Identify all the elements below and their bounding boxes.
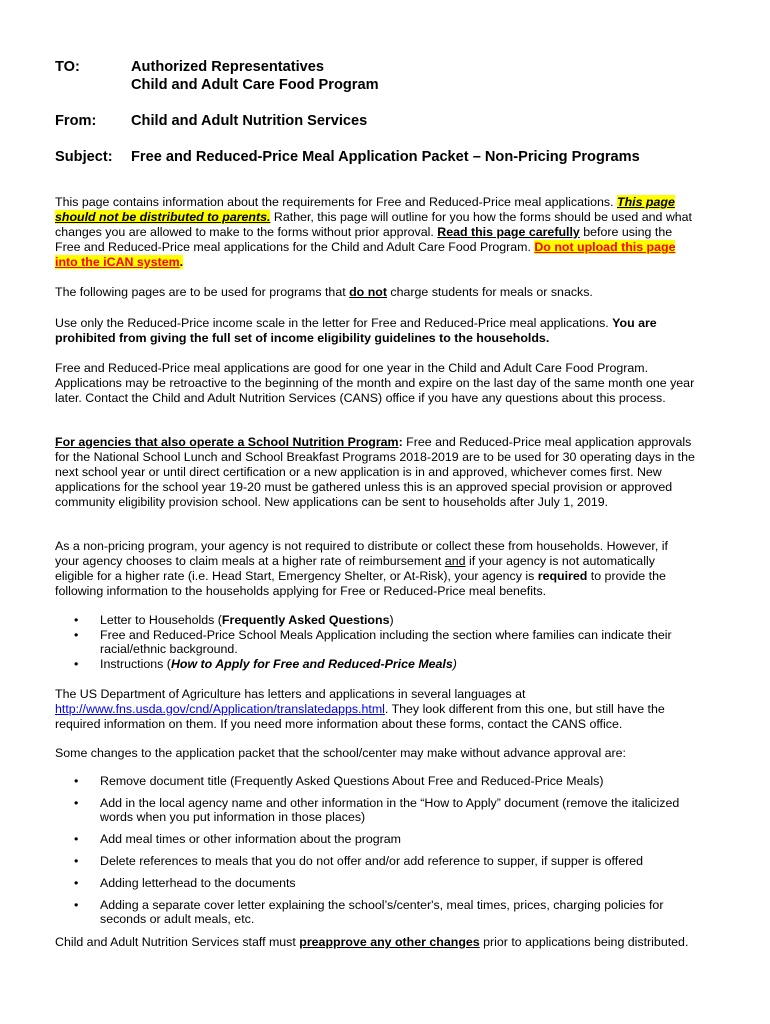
- bullet-icon: •: [74, 656, 79, 671]
- list-item-text: Remove document title (Frequently Asked Questions About Free and Reduced-Price Meals): [100, 774, 604, 788]
- and-emphasis: and: [444, 554, 466, 568]
- non-charge-paragraph: [55, 285, 695, 300]
- list-item: [55, 898, 695, 927]
- bullet-icon: •: [74, 795, 79, 810]
- bullet-icon: •: [74, 774, 79, 788]
- prohibited-note: You are prohibited from giving the full set of income eligibility guidelines to the households.: [55, 316, 657, 345]
- to-label: TO:: [55, 59, 80, 75]
- p7-text-1: The US Department of Agriculture has letters and applications in several languages at: [55, 687, 526, 701]
- from-label: From:: [55, 113, 97, 129]
- from-value: Child and Adult Nutrition Services: [131, 113, 368, 129]
- school-nutrition-paragraph: [55, 435, 695, 510]
- required-items-list: [55, 613, 695, 671]
- usda-translated-apps-link[interactable]: http://www.fns.usda.gov/cnd/Application/translatedapps.html: [55, 702, 385, 716]
- subject-value: Free and Reduced-Price Meal Application Packet – Non-Pricing Programs: [131, 149, 640, 165]
- do-not-upload-warning: Do not upload this page into the iCAN system: [55, 240, 676, 269]
- list-item-text: Delete references to meals that you do not offer and/or add reference to supper, if supper is offered: [100, 853, 643, 868]
- allowed-changes-intro: [55, 746, 695, 761]
- list-item: [55, 876, 695, 891]
- intro-text: This page contains information about the requirements for Free and Reduced-Price meal applications.: [55, 195, 618, 209]
- list-item-text-end: ): [389, 613, 394, 627]
- list-item-text: Adding letterhead to the documents: [100, 875, 296, 890]
- to-recipient-line2: Child and Adult Care Food Program: [131, 77, 379, 93]
- list-item-text: Add in the local agency name and other information in the “How to Apply” document (remove the italicized words when you put information in those places): [100, 795, 680, 825]
- school-nutrition-heading: For agencies that also operate a School Nutrition Program: [55, 435, 399, 449]
- list-item: [55, 613, 695, 628]
- validity-paragraph: [55, 361, 695, 406]
- allowed-changes-list: [55, 774, 695, 934]
- non-pricing-paragraph: [55, 539, 695, 599]
- p2-text-1: The following pages are to be used for programs that: [55, 285, 350, 299]
- list-item: [55, 796, 695, 825]
- bullet-icon: •: [74, 627, 79, 642]
- bullet-icon: •: [74, 853, 79, 868]
- p9-text-2: prior to applications being distributed.: [479, 935, 689, 949]
- list-item: [55, 832, 695, 847]
- read-carefully-note: Read this page carefully: [437, 225, 580, 239]
- list-item: [55, 657, 695, 672]
- bullet-icon: •: [74, 897, 79, 912]
- list-item: [55, 854, 695, 869]
- list-item-text: Instructions (: [100, 656, 171, 671]
- p6-text-2: if your agency is not automatically eligible for a higher rate (i.e. Head Start, Emergency Shelter, or At-Risk), your agency is: [55, 554, 655, 583]
- income-scale-paragraph: [55, 316, 695, 346]
- p9-text-1: Child and Adult Nutrition Services staff must: [55, 935, 300, 949]
- p8-text: Some changes to the application packet that the school/center may make without advance approval are:: [55, 746, 626, 760]
- to-recipient-line1: Authorized Representatives: [131, 59, 325, 75]
- intro-period: .: [179, 255, 184, 269]
- p6-text-1: As a non-pricing program, your agency is not required to distribute or collect these from households. However, if your agency chooses to claim meals at a higher rate of reimbursement: [55, 539, 668, 568]
- p7-text-2: . They look different from this one, but still have the required information on them. If you need more information about these forms, contact the CANS office.: [55, 702, 665, 731]
- p3-text: Use only the Reduced-Price income scale in the letter for Free and Reduced-Price meal applications.: [55, 316, 613, 330]
- do-not-distribute-warning: This page should not be distributed to parents.: [55, 195, 675, 224]
- p5-text: Free and Reduced-Price meal application approvals for the National School Lunch and School Breakfast Programs 2018-2019 are to be used for 30 operating days in the next school year or until direct certification or a new application is in and approved, whichever comes first. New applications for the school year 19-20 must be gathered unless this is an approved special provision or approved community eligibility provision school. New applications can be sent to households after July 1, 2019.: [55, 435, 695, 509]
- required-emphasis: required: [537, 569, 588, 583]
- school-nutrition-colon: :: [398, 435, 403, 449]
- list-item-text: Adding a separate cover letter explaining the school’s/center's, meal times, prices, charging policies for seconds or adult meals, etc.: [100, 897, 664, 927]
- list-item: [55, 628, 695, 657]
- p6-text-3: to provide the following information to the households applying for Free or Reduced-Price meal benefits.: [55, 569, 666, 598]
- intro-text-2: Rather, this page will outline for you how the forms should be used and what changes you are allowed to make to the forms without prior approval.: [55, 210, 692, 239]
- list-item-text-end: ): [452, 656, 457, 671]
- intro-paragraph: [55, 195, 695, 270]
- faq-title: Frequently Asked Questions: [221, 613, 390, 627]
- subject-label: Subject:: [55, 149, 113, 165]
- preapprove-emphasis: preapprove any other changes: [299, 935, 480, 949]
- list-item-text: Letter to Households (: [100, 613, 222, 627]
- preapproval-paragraph: [55, 935, 695, 950]
- do-not-emphasis: do not: [349, 285, 387, 299]
- how-to-apply-title: How to Apply for Free and Reduced-Price Meals: [170, 656, 453, 671]
- intro-text-3: before using the Free and Reduced-Price meal applications for the Child and Adult Care Food Program.: [55, 225, 673, 254]
- bullet-icon: •: [74, 613, 79, 627]
- list-item-text: Free and Reduced-Price School Meals Application including the section where families can indicate their racial/ethnic background.: [100, 627, 672, 657]
- list-item: [55, 774, 695, 789]
- list-item-text: Add meal times or other information about the program: [100, 832, 401, 847]
- bullet-icon: •: [74, 875, 79, 890]
- bullet-icon: •: [74, 832, 79, 847]
- p2-text-2: charge students for meals or snacks.: [386, 285, 593, 299]
- p4-text: Free and Reduced-Price meal applications are good for one year in the Child and Adult Care Food Program. Applications may be retroactive to the beginning of the month and expire on the last day of the same month one year later. Contact the Child and Adult Nutrition Services (CANS) office if you have any questions about this process.: [55, 361, 695, 405]
- usda-languages-paragraph: [55, 687, 695, 732]
